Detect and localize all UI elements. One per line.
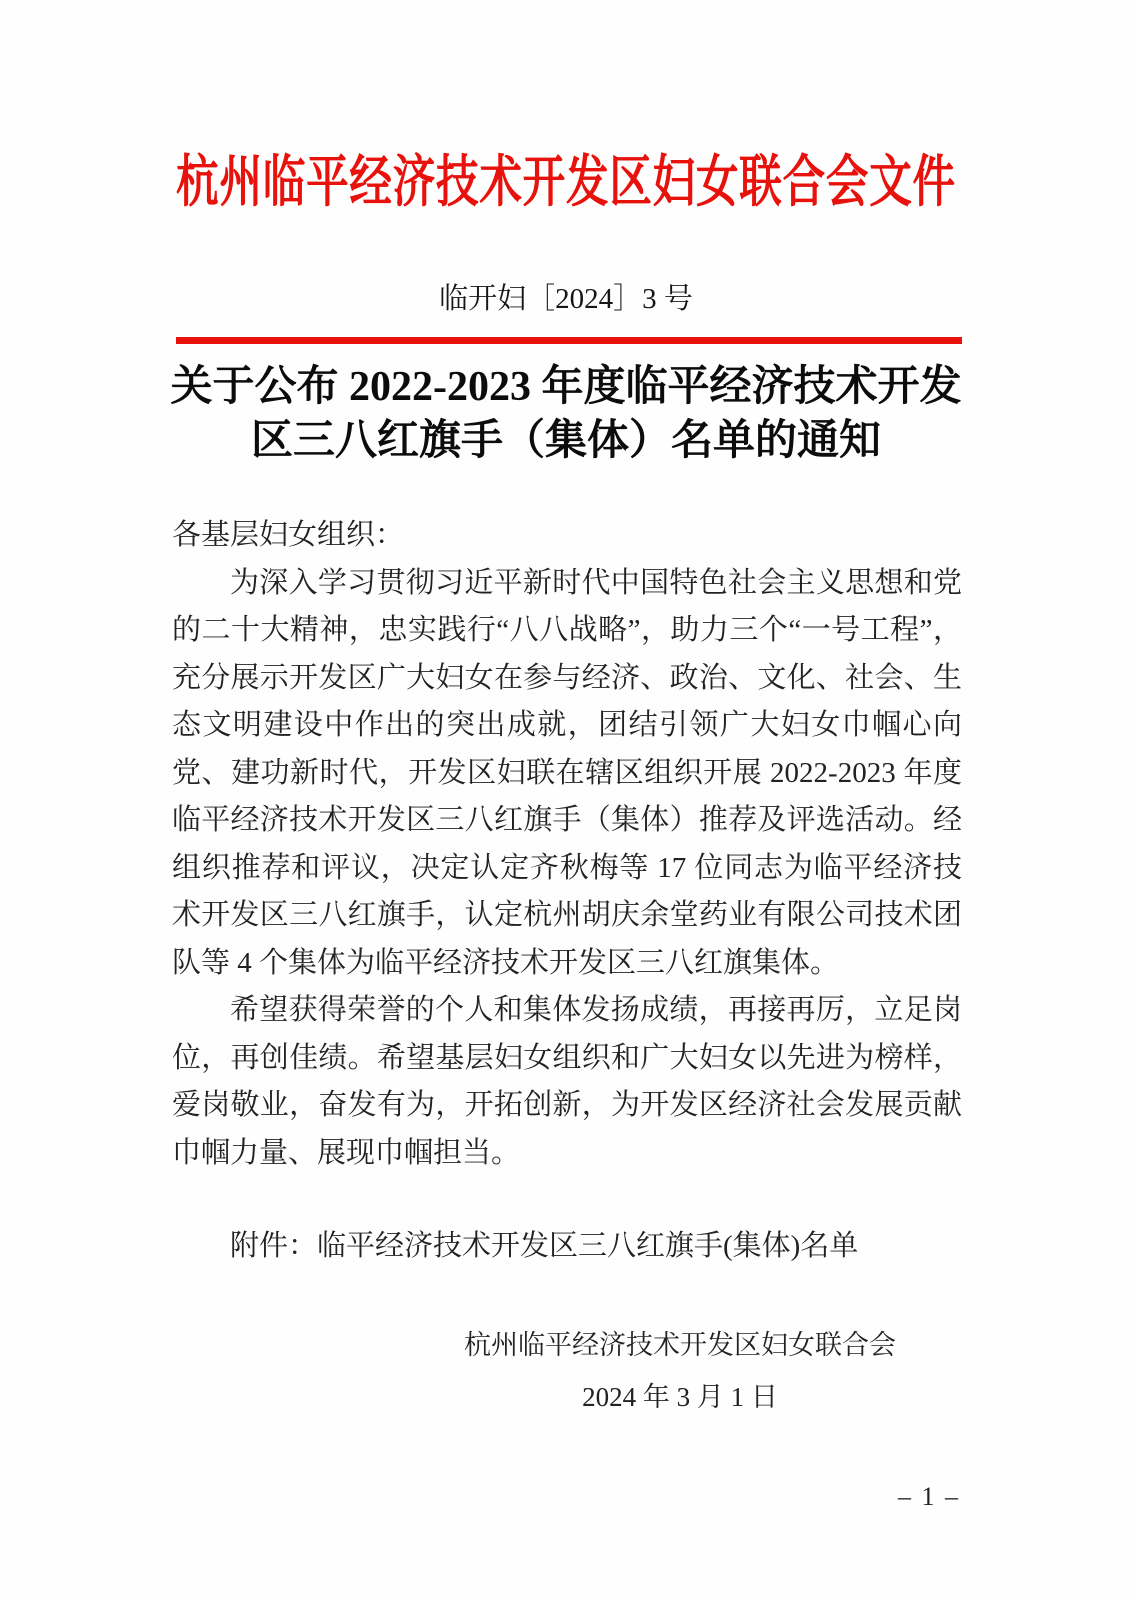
- body-paragraph-1: 为深入学习贯彻习近平新时代中国特色社会主义思想和党的二十大精神，忠实践行“八八战略”，助力三个“一号工程”，充分展示开发区广大妇女在参与经济、政治、文化、社会、生态文明建设中作出的突出成就，团结引领广大妇女巾帼心向党、建功新时代，开发区妇联在辖区组织开展 2022-2023 年度临平经济技术开发区三八红旗手（集体）推荐及评选活动。经组织推荐和评议，决定认定齐秋梅等 17 位同志为临平经济技术开发区三八红旗手，认定杭州胡庆余堂药业有限公司技术团队等 4 个集体为临平经济技术开发区三八红旗集体。: [172, 566, 962, 979]
- document-body: [172, 512, 962, 1423]
- notice-title: [86, 360, 1046, 468]
- signature-date: 2024 年 3 月 1 日: [582, 1381, 778, 1412]
- attachment-line: 附件：临平经济技术开发区三八红旗手(集体)名单: [230, 1230, 859, 1262]
- signature-inner: [464, 1319, 896, 1423]
- letterhead-title: 杭州临平经济技术开发区妇女联合会文件: [176, 152, 956, 214]
- body-paragraph-2: 希望获得荣誉的个人和集体发扬成绩，再接再厉，立足岗位，再创佳绩。希望基层妇女组织和广大妇女以先进为榜样，爱岗敬业，奋发有为，开拓创新，为开发区经济社会发展贡献巾帼力量、展现巾帼担当。: [172, 994, 962, 1169]
- signature-org: 杭州临平经济技术开发区妇女联合会: [464, 1329, 896, 1360]
- red-divider: [176, 337, 962, 344]
- page-number: – 1 –: [898, 1482, 960, 1511]
- signature-block: [172, 1319, 962, 1423]
- notice-title-line1: 关于公布 2022-2023 年度临平经济技术开发: [170, 364, 962, 410]
- notice-title-line2: 区三八红旗手（集体）名单的通知: [250, 418, 881, 464]
- letterhead-banner: [0, 150, 1132, 216]
- salutation: 各基层妇女组织：: [172, 519, 405, 551]
- doc-number: 临开妇［2024］3 号: [439, 283, 693, 315]
